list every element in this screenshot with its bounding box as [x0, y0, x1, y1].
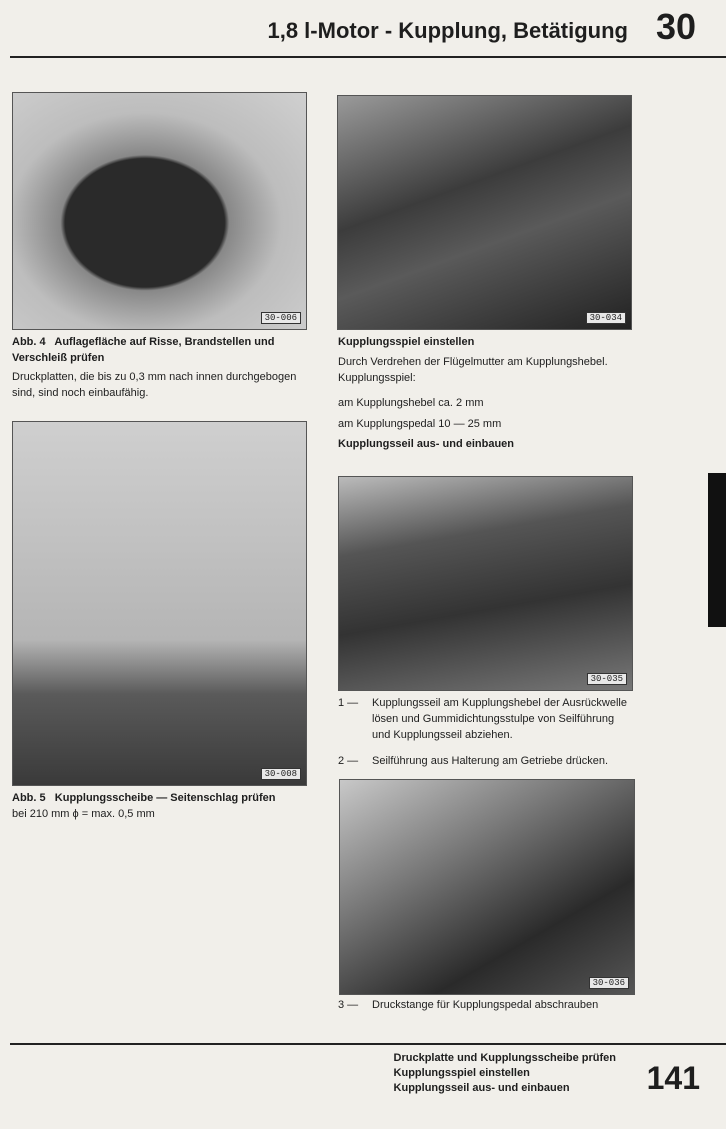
photo-clutch-lever: [337, 95, 632, 330]
step-number: 3 —: [338, 999, 359, 1011]
footer-line: Kupplungsseil aus- und einbauen: [393, 1082, 570, 1094]
step-item: [338, 695, 633, 743]
header-rule: [10, 56, 726, 58]
step-number: 1 —: [338, 697, 359, 709]
spec: am Kupplungshebel ca. 2 mm: [338, 397, 484, 409]
step-item: [338, 997, 633, 1013]
photo-tag: 30-008: [261, 768, 301, 780]
fig5-caption: [12, 790, 307, 822]
photo-clutch-disc-runout: [12, 421, 307, 786]
step-text: Seilführung aus Halterung am Getriebe drücken.: [372, 755, 609, 767]
footer-line: Kupplungsspiel einstellen: [393, 1067, 530, 1079]
photo-tag: 30-006: [261, 312, 301, 324]
chapter-number: 30: [655, 6, 696, 47]
footer-rule: [10, 1043, 726, 1045]
photo-pushrod: [339, 779, 635, 995]
fig4-body: Druckplatten, die bis zu 0,3 mm nach innen durchgebogen sind, sind noch einbaufähig.: [12, 371, 297, 399]
photo-pressure-plate: [12, 92, 307, 330]
section-heading: Kupplungsseil aus- und einbauen: [338, 438, 515, 450]
spec: am Kupplungspedal 10 — 25 mm: [338, 418, 502, 430]
footer-topics: [394, 1051, 616, 1096]
photo-tag: 30-036: [589, 977, 629, 989]
fig5-caption-text: Kupplungsscheibe — Seitenschlag prüfen: [54, 792, 276, 804]
chapter-thumb-tab: [708, 473, 726, 627]
fig5-body: bei 210 mm ϕ = max. 0,5 mm: [12, 808, 155, 820]
photo-cable-lever: [338, 476, 633, 691]
section-heading: Kupplungsspiel einstellen: [338, 336, 475, 348]
steps: [338, 695, 633, 769]
step-text: Kupplungsseil am Kupplungshebel der Ausrückwelle lösen und Gummidichtungsstulpe von Seilführung und Kupplungsseil abziehen.: [372, 697, 627, 741]
fig5-num: Abb. 5: [12, 792, 46, 804]
photo-tag: 30-034: [586, 312, 626, 324]
clutch-play-section: [338, 334, 623, 452]
footer-line: Druckplatte und Kupplungsscheibe prüfen: [393, 1052, 616, 1064]
fig4-num: Abb. 4: [12, 336, 46, 348]
step-text: Druckstange für Kupplungspedal abschrauben: [372, 999, 599, 1011]
fig4-caption: [12, 334, 307, 401]
paragraph: Kupplungsspiel:: [338, 372, 416, 384]
page-title: 1,8 l-Motor - Kupplung, Betätigung: [267, 18, 628, 43]
fig4-caption-text: Auflagefläche auf Risse, Brandstellen und Verschleiß prüfen: [12, 336, 275, 364]
step-number: 2 —: [338, 755, 359, 767]
paragraph: Durch Verdrehen der Flügelmutter am Kupplungshebel.: [338, 356, 608, 368]
photo-tag: 30-035: [587, 673, 627, 685]
step-item: [338, 753, 633, 769]
page-number: 141: [646, 1060, 700, 1096]
